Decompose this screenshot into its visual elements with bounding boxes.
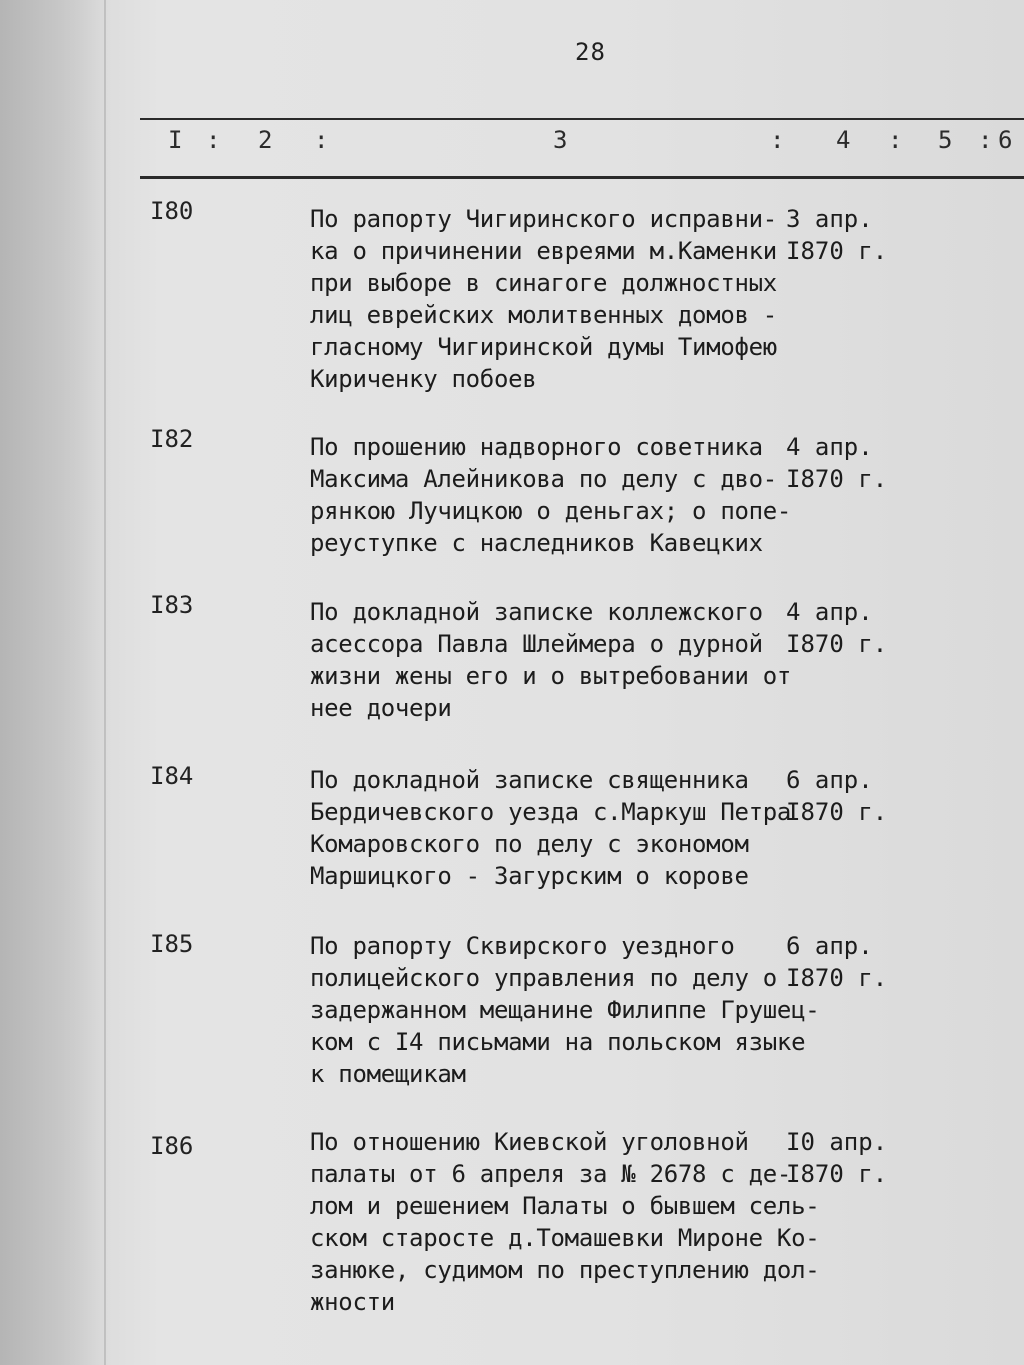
column-header-2: 2 (258, 126, 273, 154)
entry-description: По докладной записке коллежского асессора Павла Шлеймера о дурной жизни жены его и о вытребовании от нее дочери (310, 598, 792, 722)
entry-description: По прошению надворного советника Максима Алейникова по делу с дво- рянкою Лучицкою о деньгах; о попе- реуступке с наследников Кавецких (310, 433, 792, 557)
entry-date: 3 апр. I870 г. (786, 205, 888, 265)
binding-fold (104, 0, 106, 1365)
entry-date: 4 апр. I870 г. (786, 433, 888, 493)
entry-description: По отношению Киевской уголовной палаты от 6 апреля за № 2678 с де- лом и решением Палаты о бывшем сель- ском старосте д.Томашевки Мироне Ко- занюке, судимом по преступлению дол- жности (310, 1128, 820, 1316)
entry-number: I83 (150, 591, 194, 619)
entry-date: I0 апр. I870 г. (786, 1128, 888, 1188)
column-header-separator: : (888, 126, 903, 154)
entry-description: По рапорту Чигиринского исправни- ка о причинении евреями м.Каменки при выборе в синагоге должностных лиц еврейских молитвенных домов - гласному Чигиринской думы Тимофею Кириченку побоев (310, 205, 777, 393)
column-header-5: 5 (938, 126, 953, 154)
entry-number: I86 (150, 1132, 194, 1160)
entry-date: 4 апр. I870 г. (786, 598, 888, 658)
header-top-rule (140, 118, 1024, 120)
entry-date: 6 апр. I870 г. (786, 932, 888, 992)
column-header-3: 3 (553, 126, 568, 154)
column-header-separator: : (314, 126, 329, 154)
entry-number: I85 (150, 930, 194, 958)
entry-number: I82 (150, 425, 194, 453)
entry-number: I84 (150, 762, 194, 790)
entry-description: По рапорту Сквирского уездного полицейского управления по делу о задержанном мещанине Филиппе Грушец- ком с I4 письмами на польском языке к помещикам (310, 932, 820, 1088)
entry-description: По докладной записке священника Бердичевского уезда с.Маркуш Петра Комаровского по делу с экономом Маршицкого - Загурским о корове (310, 766, 792, 890)
column-header-separator: : (770, 126, 785, 154)
entry-number: I80 (150, 197, 194, 225)
header-bottom-rule (140, 176, 1024, 179)
column-header-separator: : (978, 126, 993, 154)
entry-date: 6 апр. I870 г. (786, 766, 888, 826)
binding-shadow (0, 0, 110, 1365)
column-header-1: I (168, 126, 183, 154)
column-header-6: 6 (998, 126, 1013, 154)
column-header-4: 4 (836, 126, 851, 154)
page-number: 28 (575, 38, 606, 66)
column-header-separator: : (206, 126, 221, 154)
